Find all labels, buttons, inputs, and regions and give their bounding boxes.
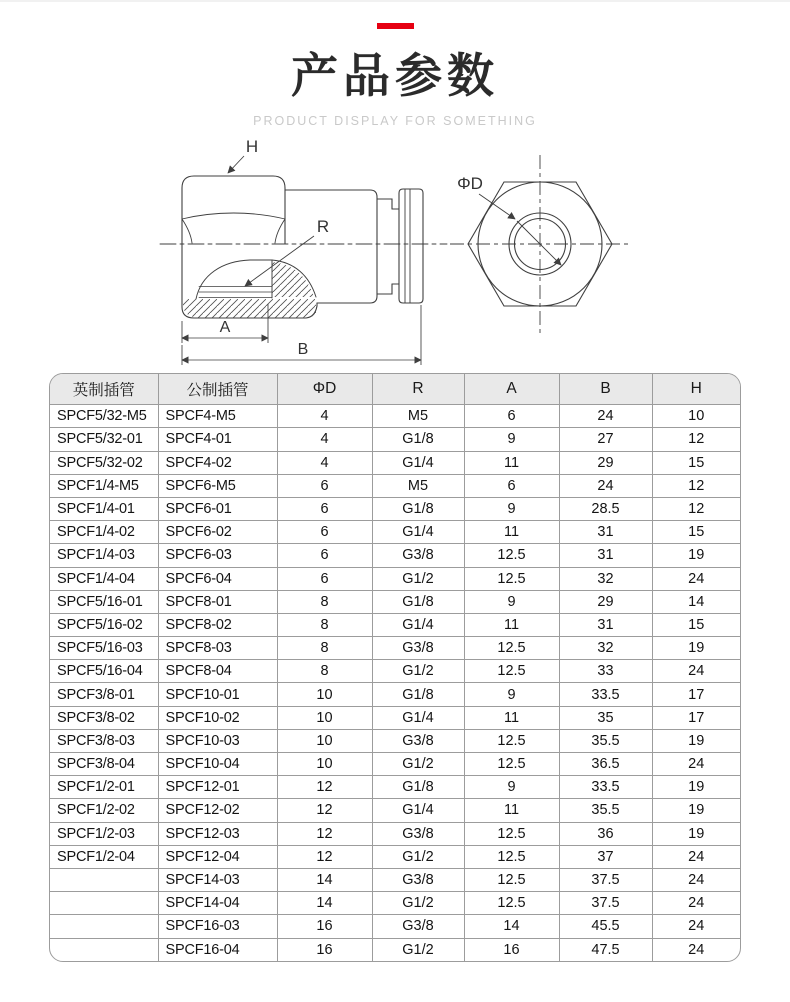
table-cell: G1/2 <box>372 892 464 915</box>
table-cell: 33 <box>559 660 652 683</box>
table-cell: 45.5 <box>559 915 652 938</box>
table-cell: SPCF4-02 <box>158 451 277 474</box>
table-row <box>50 567 740 590</box>
table-cell: G1/8 <box>372 497 464 520</box>
table-row <box>50 822 740 845</box>
table-cell: 31 <box>559 544 652 567</box>
table-cell: SPCF5/16-02 <box>50 613 158 636</box>
table-row <box>50 706 740 729</box>
table-cell: G3/8 <box>372 729 464 752</box>
table-cell: 12.5 <box>464 753 559 776</box>
table-cell: 15 <box>652 451 740 474</box>
dim-h <box>228 137 258 173</box>
table-cell: 12.5 <box>464 544 559 567</box>
table-cell: 11 <box>464 521 559 544</box>
table-row <box>50 938 740 961</box>
table-row <box>50 497 740 520</box>
table-cell: 24 <box>652 567 740 590</box>
table-cell: SPCF12-04 <box>158 845 277 868</box>
table-cell: 12.5 <box>464 822 559 845</box>
table-cell: SPCF16-03 <box>158 915 277 938</box>
table-cell: 37 <box>559 845 652 868</box>
column-header-b: B <box>559 374 652 405</box>
table-cell: 4 <box>277 428 372 451</box>
table-cell: SPCF10-01 <box>158 683 277 706</box>
table-row <box>50 776 740 799</box>
table-cell: SPCF3/8-01 <box>50 683 158 706</box>
table-row <box>50 521 740 544</box>
table-cell: 12.5 <box>464 660 559 683</box>
table-cell: G3/8 <box>372 637 464 660</box>
table-cell: 24 <box>559 474 652 497</box>
table-row <box>50 868 740 891</box>
table-cell: G1/2 <box>372 660 464 683</box>
column-header-imperial-tube: 英制插管 <box>50 374 158 405</box>
table-cell <box>50 915 158 938</box>
table-cell: 12 <box>277 776 372 799</box>
table-cell: G3/8 <box>372 822 464 845</box>
table-row <box>50 451 740 474</box>
table-cell: 19 <box>652 799 740 822</box>
table-cell: 12 <box>652 428 740 451</box>
table-row <box>50 405 740 428</box>
table-row <box>50 590 740 613</box>
table-cell: 8 <box>277 613 372 636</box>
table-cell: G3/8 <box>372 868 464 891</box>
table-cell: 14 <box>652 590 740 613</box>
table-cell: 8 <box>277 590 372 613</box>
table-row <box>50 845 740 868</box>
table-cell: SPCF8-01 <box>158 590 277 613</box>
table-cell: 16 <box>277 938 372 961</box>
table-cell: SPCF1/2-01 <box>50 776 158 799</box>
table-cell: G1/2 <box>372 845 464 868</box>
table-cell: SPCF8-02 <box>158 613 277 636</box>
table-cell: SPCF12-01 <box>158 776 277 799</box>
table-cell: 11 <box>464 706 559 729</box>
table-cell: 12.5 <box>464 729 559 752</box>
table-cell: 12.5 <box>464 567 559 590</box>
table-cell: 6 <box>277 567 372 590</box>
dim-label-a: A <box>219 318 231 336</box>
table-cell: G1/2 <box>372 753 464 776</box>
table-cell: 14 <box>277 892 372 915</box>
table-cell: 6 <box>277 521 372 544</box>
table-cell: 33.5 <box>559 683 652 706</box>
table-cell: SPCF10-03 <box>158 729 277 752</box>
side-view-drawing <box>160 176 447 318</box>
table-row <box>50 474 740 497</box>
table-cell: 14 <box>277 868 372 891</box>
table-cell: 8 <box>277 637 372 660</box>
table-cell: G3/8 <box>372 544 464 567</box>
table-cell: SPCF1/2-03 <box>50 822 158 845</box>
table-cell: SPCF1/4-02 <box>50 521 158 544</box>
table-cell: 11 <box>464 451 559 474</box>
table-cell: 35 <box>559 706 652 729</box>
table-cell: G1/8 <box>372 776 464 799</box>
table-cell: 24 <box>652 892 740 915</box>
dim-label-phi-d: ΦD <box>457 173 483 193</box>
table-cell: 12.5 <box>464 637 559 660</box>
table-cell: 37.5 <box>559 892 652 915</box>
dim-label-h: H <box>245 136 259 156</box>
table-cell: 6 <box>277 474 372 497</box>
table-cell: 19 <box>652 822 740 845</box>
table-cell: 28.5 <box>559 497 652 520</box>
table-cell: 11 <box>464 613 559 636</box>
table-cell: 19 <box>652 776 740 799</box>
table-cell: G1/8 <box>372 683 464 706</box>
table-cell: SPCF6-02 <box>158 521 277 544</box>
table-cell: 29 <box>559 451 652 474</box>
table-cell: G1/4 <box>372 451 464 474</box>
table-cell <box>50 868 158 891</box>
table-cell: SPCF5/16-04 <box>50 660 158 683</box>
table-cell: 8 <box>277 660 372 683</box>
table-cell: SPCF4-01 <box>158 428 277 451</box>
table-cell: SPCF6-03 <box>158 544 277 567</box>
table-row <box>50 915 740 938</box>
table-cell: G1/4 <box>372 521 464 544</box>
table-row <box>50 683 740 706</box>
table-cell: SPCF10-02 <box>158 706 277 729</box>
fitting-drawing-svg <box>0 131 790 373</box>
table-cell: 36 <box>559 822 652 845</box>
table-cell: SPCF3/8-03 <box>50 729 158 752</box>
table-cell: SPCF12-03 <box>158 822 277 845</box>
table-cell: 31 <box>559 521 652 544</box>
table-cell: 14 <box>464 915 559 938</box>
table-cell: SPCF3/8-04 <box>50 753 158 776</box>
table-cell: 19 <box>652 637 740 660</box>
table-cell: G1/4 <box>372 799 464 822</box>
technical-drawing <box>0 131 790 373</box>
table-cell: SPCF1/4-03 <box>50 544 158 567</box>
table-cell: 32 <box>559 637 652 660</box>
table-cell: G1/2 <box>372 567 464 590</box>
table-cell: SPCF5/16-03 <box>50 637 158 660</box>
table-cell: G1/4 <box>372 706 464 729</box>
table-row <box>50 729 740 752</box>
table-header-row <box>50 374 740 405</box>
spec-table <box>50 374 740 962</box>
table-cell: 4 <box>277 451 372 474</box>
table-cell: 31 <box>559 613 652 636</box>
table-cell: 10 <box>277 753 372 776</box>
table-cell: SPCF6-04 <box>158 567 277 590</box>
table-cell: SPCF5/32-01 <box>50 428 158 451</box>
table-row <box>50 753 740 776</box>
table-row <box>50 799 740 822</box>
table-cell: 12.5 <box>464 892 559 915</box>
table-cell: 17 <box>652 683 740 706</box>
table-cell: SPCF6-01 <box>158 497 277 520</box>
table-cell: 35.5 <box>559 799 652 822</box>
table-cell: G1/8 <box>372 590 464 613</box>
table-cell: 37.5 <box>559 868 652 891</box>
table-cell: 10 <box>277 683 372 706</box>
table-cell: 24 <box>652 845 740 868</box>
table-cell: 9 <box>464 776 559 799</box>
column-header-h: H <box>652 374 740 405</box>
table-cell <box>50 938 158 961</box>
table-cell: SPCF5/16-01 <box>50 590 158 613</box>
dim-label-b: B <box>297 340 309 358</box>
table-cell: SPCF12-02 <box>158 799 277 822</box>
table-cell: 6 <box>277 497 372 520</box>
table-cell: M5 <box>372 405 464 428</box>
column-header-r: R <box>372 374 464 405</box>
table-cell: 9 <box>464 683 559 706</box>
table-cell: SPCF16-04 <box>158 938 277 961</box>
table-cell: SPCF8-03 <box>158 637 277 660</box>
table-cell: 12 <box>652 497 740 520</box>
table-cell: SPCF14-03 <box>158 868 277 891</box>
table-row <box>50 613 740 636</box>
table-cell: 17 <box>652 706 740 729</box>
table-cell: SPCF1/4-04 <box>50 567 158 590</box>
spec-table-container <box>49 373 741 963</box>
table-row <box>50 637 740 660</box>
table-cell: SPCF14-04 <box>158 892 277 915</box>
table-cell: 12 <box>277 845 372 868</box>
table-cell: 16 <box>277 915 372 938</box>
table-cell: 29 <box>559 590 652 613</box>
table-cell: M5 <box>372 474 464 497</box>
table-cell: 24 <box>652 753 740 776</box>
accent-dash <box>377 23 414 29</box>
column-header-metric-tube: 公制插管 <box>158 374 277 405</box>
table-cell: SPCF10-04 <box>158 753 277 776</box>
table-cell: SPCF5/32-M5 <box>50 405 158 428</box>
table-cell: 9 <box>464 590 559 613</box>
table-cell: SPCF1/2-04 <box>50 845 158 868</box>
table-cell: 15 <box>652 521 740 544</box>
table-cell: SPCF1/4-01 <box>50 497 158 520</box>
page <box>0 23 790 962</box>
table-cell: 35.5 <box>559 729 652 752</box>
table-cell: G1/4 <box>372 613 464 636</box>
table-cell: 24 <box>652 868 740 891</box>
table-cell: 10 <box>277 706 372 729</box>
table-cell: SPCF5/32-02 <box>50 451 158 474</box>
table-cell: 33.5 <box>559 776 652 799</box>
table-cell <box>50 892 158 915</box>
column-header-a: A <box>464 374 559 405</box>
table-cell: 10 <box>652 405 740 428</box>
table-cell: 24 <box>652 660 740 683</box>
table-cell: 12.5 <box>464 845 559 868</box>
table-cell: 24 <box>559 405 652 428</box>
table-cell: 27 <box>559 428 652 451</box>
table-cell: 11 <box>464 799 559 822</box>
table-cell: 36.5 <box>559 753 652 776</box>
table-cell: 12.5 <box>464 868 559 891</box>
table-cell: SPCF4-M5 <box>158 405 277 428</box>
table-cell: SPCF1/4-M5 <box>50 474 158 497</box>
table-cell: 24 <box>688 941 705 958</box>
table-cell: 6 <box>464 405 559 428</box>
table-cell: 47.5 <box>559 938 652 961</box>
table-cell: 15 <box>652 613 740 636</box>
table-cell: G3/8 <box>372 915 464 938</box>
table-cell: 12 <box>277 822 372 845</box>
table-cell: SPCF1/2-02 <box>50 799 158 822</box>
dim-label-r: R <box>316 216 330 236</box>
table-cell: 12 <box>277 799 372 822</box>
column-header-phi-d: ΦD <box>277 374 372 405</box>
table-cell: G1/2 <box>372 938 464 961</box>
table-row <box>50 544 740 567</box>
table-cell: 19 <box>652 544 740 567</box>
table-cell: 6 <box>277 544 372 567</box>
table-cell: SPCF8-04 <box>158 660 277 683</box>
table-cell: 24 <box>652 915 740 938</box>
table-cell: 16 <box>464 938 559 961</box>
table-cell: 4 <box>277 405 372 428</box>
table-cell: 12 <box>652 474 740 497</box>
table-cell: 32 <box>559 567 652 590</box>
table-cell: SPCF6-M5 <box>158 474 277 497</box>
table-cell: 10 <box>277 729 372 752</box>
table-cell: 6 <box>464 474 559 497</box>
page-title: 产品参数 <box>291 49 499 102</box>
table-row <box>50 660 740 683</box>
table-cell: SPCF3/8-02 <box>50 706 158 729</box>
table-row <box>50 428 740 451</box>
table-cell: 9 <box>464 497 559 520</box>
table-cell: G1/8 <box>372 428 464 451</box>
header-section <box>0 23 790 128</box>
page-subtitle: PRODUCT DISPLAY FOR SOMETHING <box>253 113 537 128</box>
table-row <box>50 892 740 915</box>
table-cell: 9 <box>464 428 559 451</box>
table-cell: 19 <box>652 729 740 752</box>
